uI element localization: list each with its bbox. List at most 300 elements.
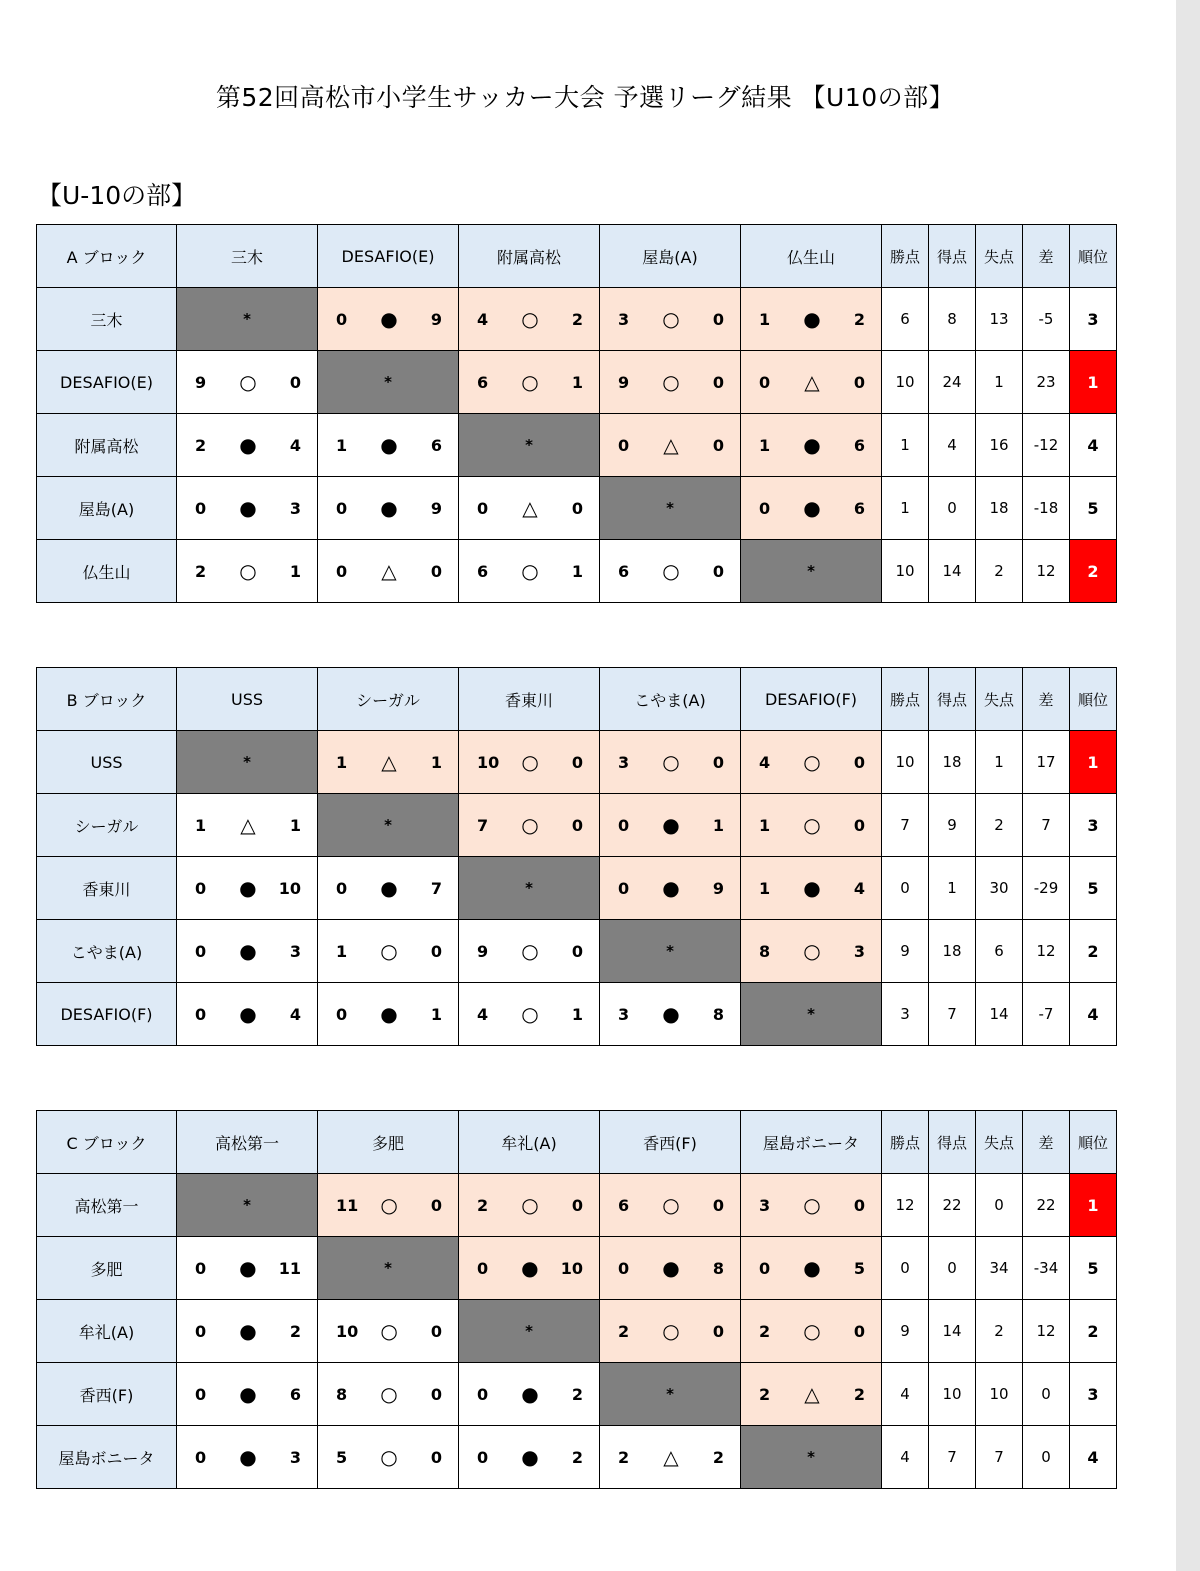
row-team-name: 多肥 xyxy=(37,1237,177,1300)
header-row xyxy=(37,225,1117,288)
goals-for: 10 xyxy=(477,752,500,772)
goals-against: 7 xyxy=(430,878,442,898)
points-cell: 4 xyxy=(882,1426,929,1489)
goals-against: 0 xyxy=(853,372,865,392)
goals-conceded-cell: 2 xyxy=(976,794,1023,857)
goals-scored-cell: 4 xyxy=(929,414,976,477)
result-mark: ● xyxy=(239,1445,257,1469)
row-team-name: 屋島(A) xyxy=(37,477,177,540)
goal-difference-cell: -34 xyxy=(1023,1237,1070,1300)
goals-for: 0 xyxy=(759,1258,771,1278)
goals-against: 0 xyxy=(430,1384,442,1404)
goals-conceded-cell: 18 xyxy=(976,477,1023,540)
points-cell: 1 xyxy=(882,477,929,540)
row-team-name: DESAFIO(F) xyxy=(37,983,177,1046)
goals-against: 0 xyxy=(571,815,583,835)
goals-for: 2 xyxy=(759,1321,771,1341)
stat-header: 勝点 xyxy=(882,668,929,731)
match-result-cell xyxy=(177,920,318,983)
match-result-cell xyxy=(318,1174,459,1237)
goals-against: 9 xyxy=(430,309,442,329)
table-row xyxy=(37,731,1117,794)
table-row xyxy=(37,1300,1117,1363)
goal-difference-cell: 12 xyxy=(1023,920,1070,983)
match-result-cell xyxy=(600,983,741,1046)
column-team-header: DESAFIO(E) xyxy=(318,225,459,288)
match-result-cell xyxy=(177,794,318,857)
goal-difference-cell: -18 xyxy=(1023,477,1070,540)
match-result-cell xyxy=(177,857,318,920)
goals-for: 1 xyxy=(759,309,771,329)
result-mark: ○ xyxy=(521,307,539,331)
goals-for: 0 xyxy=(336,309,348,329)
goals-conceded-cell: 6 xyxy=(976,920,1023,983)
match-result-cell xyxy=(600,1174,741,1237)
block-table xyxy=(36,667,1117,1046)
column-team-header: 三木 xyxy=(177,225,318,288)
stat-header: 得点 xyxy=(929,668,976,731)
result-mark: ○ xyxy=(803,939,821,963)
goal-difference-cell: 0 xyxy=(1023,1363,1070,1426)
result-mark: ● xyxy=(380,433,398,457)
match-result-cell xyxy=(318,983,459,1046)
match-result-cell xyxy=(459,351,600,414)
result-mark: ○ xyxy=(521,370,539,394)
stat-header: 失点 xyxy=(976,668,1023,731)
row-team-name: 高松第一 xyxy=(37,1174,177,1237)
match-result-cell xyxy=(741,288,882,351)
goals-for: 11 xyxy=(336,1195,359,1215)
rank-cell: 4 xyxy=(1070,414,1117,477)
result-mark: △ xyxy=(663,433,679,457)
goals-for: 2 xyxy=(759,1384,771,1404)
section-label: 【U-10の部】 xyxy=(37,181,197,210)
match-result-cell xyxy=(741,731,882,794)
points-cell: 4 xyxy=(882,1363,929,1426)
points-cell: 12 xyxy=(882,1174,929,1237)
match-result-cell xyxy=(459,1237,600,1300)
goal-difference-cell: -29 xyxy=(1023,857,1070,920)
goals-for: 0 xyxy=(618,435,630,455)
match-result-cell xyxy=(741,477,882,540)
goals-for: 2 xyxy=(195,561,207,581)
goals-against: 3 xyxy=(289,941,301,961)
goals-for: 4 xyxy=(477,309,489,329)
block-name: B ブロック xyxy=(37,668,177,731)
goals-for: 0 xyxy=(336,1004,348,1024)
goals-conceded-cell: 13 xyxy=(976,288,1023,351)
result-mark: ● xyxy=(803,433,821,457)
goals-for: 0 xyxy=(195,941,207,961)
goals-for: 1 xyxy=(759,815,771,835)
table-row xyxy=(37,540,1117,603)
self-match-cell: * xyxy=(177,1174,318,1237)
goals-conceded-cell: 10 xyxy=(976,1363,1023,1426)
goals-for: 4 xyxy=(477,1004,489,1024)
stat-header: 順位 xyxy=(1070,1111,1117,1174)
goals-for: 1 xyxy=(336,435,348,455)
match-result-cell xyxy=(177,1426,318,1489)
result-mark: ● xyxy=(803,876,821,900)
goals-against: 2 xyxy=(712,1447,724,1467)
goals-for: 0 xyxy=(477,1447,489,1467)
goals-against: 1 xyxy=(430,1004,442,1024)
header-row xyxy=(37,1111,1117,1174)
match-result-cell xyxy=(459,731,600,794)
match-result-cell xyxy=(459,477,600,540)
points-cell: 10 xyxy=(882,731,929,794)
goals-against: 2 xyxy=(571,1384,583,1404)
goals-scored-cell: 18 xyxy=(929,920,976,983)
goals-against: 2 xyxy=(571,309,583,329)
goals-against: 0 xyxy=(853,815,865,835)
column-team-header: シーガル xyxy=(318,668,459,731)
table-row xyxy=(37,351,1117,414)
result-mark: ○ xyxy=(662,559,680,583)
stat-header: 順位 xyxy=(1070,225,1117,288)
goals-for: 0 xyxy=(759,498,771,518)
goals-against: 11 xyxy=(278,1258,301,1278)
column-team-header: 附属高松 xyxy=(459,225,600,288)
self-match-cell: * xyxy=(600,920,741,983)
match-result-cell xyxy=(318,731,459,794)
goals-conceded-cell: 34 xyxy=(976,1237,1023,1300)
goals-for: 6 xyxy=(618,561,630,581)
goals-for: 2 xyxy=(477,1195,489,1215)
goal-difference-cell: -5 xyxy=(1023,288,1070,351)
table-row xyxy=(37,983,1117,1046)
goals-against: 4 xyxy=(289,435,301,455)
goals-against: 0 xyxy=(430,941,442,961)
match-result-cell xyxy=(459,920,600,983)
result-mark: ● xyxy=(521,1382,539,1406)
goals-conceded-cell: 2 xyxy=(976,540,1023,603)
match-result-cell xyxy=(177,1363,318,1426)
match-result-cell xyxy=(177,1237,318,1300)
self-match-cell: * xyxy=(600,477,741,540)
goals-against: 3 xyxy=(853,941,865,961)
goal-difference-cell: -7 xyxy=(1023,983,1070,1046)
goals-for: 0 xyxy=(477,1258,489,1278)
result-mark: ○ xyxy=(239,559,257,583)
result-mark: ○ xyxy=(521,813,539,837)
goals-against: 2 xyxy=(571,1447,583,1467)
rank-cell: 5 xyxy=(1070,857,1117,920)
stat-header: 得点 xyxy=(929,225,976,288)
result-mark: △ xyxy=(240,813,256,837)
goal-difference-cell: 23 xyxy=(1023,351,1070,414)
result-mark: ● xyxy=(521,1445,539,1469)
goals-for: 1 xyxy=(336,752,348,772)
goals-scored-cell: 9 xyxy=(929,794,976,857)
match-result-cell xyxy=(741,351,882,414)
result-mark: ○ xyxy=(521,1002,539,1026)
goals-against: 5 xyxy=(853,1258,865,1278)
table-row xyxy=(37,794,1117,857)
table-row xyxy=(37,414,1117,477)
goals-against: 10 xyxy=(560,1258,583,1278)
column-team-header: 屋島ボニータ xyxy=(741,1111,882,1174)
result-mark: ● xyxy=(662,1002,680,1026)
goals-against: 0 xyxy=(712,309,724,329)
row-team-name: こやま(A) xyxy=(37,920,177,983)
column-team-header: 屋島(A) xyxy=(600,225,741,288)
goals-against: 3 xyxy=(289,1447,301,1467)
result-mark: ● xyxy=(239,1256,257,1280)
result-mark: ● xyxy=(380,307,398,331)
result-mark: ● xyxy=(239,876,257,900)
goals-for: 0 xyxy=(336,878,348,898)
goals-for: 3 xyxy=(618,309,630,329)
rank-cell: 2 xyxy=(1070,1300,1117,1363)
result-mark: △ xyxy=(804,1382,820,1406)
block-table xyxy=(36,224,1117,603)
stat-header: 差 xyxy=(1023,225,1070,288)
stat-header: 失点 xyxy=(976,1111,1023,1174)
goals-for: 7 xyxy=(477,815,489,835)
self-match-cell: * xyxy=(741,540,882,603)
result-mark: ○ xyxy=(380,1193,398,1217)
match-result-cell xyxy=(459,794,600,857)
stat-header: 順位 xyxy=(1070,668,1117,731)
goals-for: 0 xyxy=(195,498,207,518)
result-mark: ○ xyxy=(521,1193,539,1217)
goals-against: 0 xyxy=(571,752,583,772)
match-result-cell xyxy=(459,1174,600,1237)
result-mark: ○ xyxy=(803,1319,821,1343)
goal-difference-cell: 12 xyxy=(1023,540,1070,603)
result-mark: ○ xyxy=(662,307,680,331)
rank-cell: 3 xyxy=(1070,1363,1117,1426)
goals-scored-cell: 0 xyxy=(929,477,976,540)
column-team-header: 香西(F) xyxy=(600,1111,741,1174)
goals-against: 0 xyxy=(712,561,724,581)
result-mark: ○ xyxy=(662,1319,680,1343)
goals-for: 5 xyxy=(336,1447,348,1467)
goals-for: 3 xyxy=(618,752,630,772)
match-result-cell xyxy=(459,1363,600,1426)
goals-for: 0 xyxy=(195,1447,207,1467)
goals-for: 0 xyxy=(477,498,489,518)
goals-conceded-cell: 0 xyxy=(976,1174,1023,1237)
match-result-cell xyxy=(318,477,459,540)
rank-cell: 1 xyxy=(1070,731,1117,794)
goals-against: 0 xyxy=(571,498,583,518)
result-mark: ● xyxy=(662,876,680,900)
points-cell: 3 xyxy=(882,983,929,1046)
goals-scored-cell: 18 xyxy=(929,731,976,794)
row-team-name: 屋島ボニータ xyxy=(37,1426,177,1489)
column-team-header: 牟礼(A) xyxy=(459,1111,600,1174)
match-result-cell xyxy=(600,1237,741,1300)
rank-cell: 1 xyxy=(1070,1174,1117,1237)
goals-against: 6 xyxy=(853,498,865,518)
points-cell: 1 xyxy=(882,414,929,477)
goals-against: 0 xyxy=(712,372,724,392)
goals-for: 6 xyxy=(618,1195,630,1215)
match-result-cell xyxy=(318,540,459,603)
match-result-cell xyxy=(459,540,600,603)
goals-against: 4 xyxy=(853,878,865,898)
match-result-cell xyxy=(600,794,741,857)
stat-header: 失点 xyxy=(976,225,1023,288)
self-match-cell: * xyxy=(318,351,459,414)
match-result-cell xyxy=(318,1363,459,1426)
table-row xyxy=(37,857,1117,920)
result-mark: △ xyxy=(663,1445,679,1469)
result-mark: △ xyxy=(804,370,820,394)
rank-cell: 3 xyxy=(1070,794,1117,857)
result-mark: ● xyxy=(803,307,821,331)
self-match-cell: * xyxy=(600,1363,741,1426)
table-row xyxy=(37,1426,1117,1489)
result-mark: ○ xyxy=(803,1193,821,1217)
match-result-cell xyxy=(177,1300,318,1363)
goals-against: 0 xyxy=(712,1195,724,1215)
row-team-name: 香東川 xyxy=(37,857,177,920)
match-result-cell xyxy=(600,731,741,794)
row-team-name: USS xyxy=(37,731,177,794)
goals-against: 0 xyxy=(853,752,865,772)
goals-for: 2 xyxy=(618,1321,630,1341)
stat-header: 勝点 xyxy=(882,225,929,288)
goals-conceded-cell: 14 xyxy=(976,983,1023,1046)
self-match-cell: * xyxy=(741,983,882,1046)
stat-header: 差 xyxy=(1023,1111,1070,1174)
match-result-cell xyxy=(177,351,318,414)
goals-conceded-cell: 30 xyxy=(976,857,1023,920)
row-team-name: DESAFIO(E) xyxy=(37,351,177,414)
result-mark: ● xyxy=(239,1319,257,1343)
goals-scored-cell: 10 xyxy=(929,1363,976,1426)
result-mark: ● xyxy=(239,496,257,520)
result-mark: ● xyxy=(803,496,821,520)
goal-difference-cell: 17 xyxy=(1023,731,1070,794)
goal-difference-cell: 0 xyxy=(1023,1426,1070,1489)
result-mark: ○ xyxy=(521,750,539,774)
goals-for: 0 xyxy=(195,1004,207,1024)
match-result-cell xyxy=(600,857,741,920)
match-result-cell xyxy=(741,414,882,477)
goals-scored-cell: 0 xyxy=(929,1237,976,1300)
match-result-cell xyxy=(600,351,741,414)
block-name: C ブロック xyxy=(37,1111,177,1174)
match-result-cell xyxy=(318,288,459,351)
goals-scored-cell: 8 xyxy=(929,288,976,351)
header-row xyxy=(37,668,1117,731)
goals-against: 8 xyxy=(712,1258,724,1278)
goals-against: 0 xyxy=(712,435,724,455)
self-match-cell: * xyxy=(459,414,600,477)
rank-cell: 5 xyxy=(1070,477,1117,540)
result-mark: ● xyxy=(239,1002,257,1026)
match-result-cell xyxy=(600,540,741,603)
rank-cell: 1 xyxy=(1070,351,1117,414)
table-row xyxy=(37,477,1117,540)
goals-for: 10 xyxy=(336,1321,359,1341)
goals-against: 1 xyxy=(712,815,724,835)
match-result-cell xyxy=(741,1237,882,1300)
result-mark: ○ xyxy=(521,559,539,583)
points-cell: 10 xyxy=(882,351,929,414)
goals-against: 0 xyxy=(430,1447,442,1467)
goals-for: 1 xyxy=(759,878,771,898)
table-row xyxy=(37,288,1117,351)
table-row xyxy=(37,1237,1117,1300)
row-team-name: 三木 xyxy=(37,288,177,351)
row-team-name: 仏生山 xyxy=(37,540,177,603)
goals-scored-cell: 7 xyxy=(929,1426,976,1489)
result-mark: ○ xyxy=(380,1445,398,1469)
match-result-cell xyxy=(741,1174,882,1237)
goals-for: 2 xyxy=(195,435,207,455)
goals-for: 0 xyxy=(618,1258,630,1278)
result-mark: ○ xyxy=(380,1382,398,1406)
rank-cell: 3 xyxy=(1070,288,1117,351)
goals-against: 0 xyxy=(571,1195,583,1215)
goal-difference-cell: 12 xyxy=(1023,1300,1070,1363)
column-team-header: こやま(A) xyxy=(600,668,741,731)
match-result-cell xyxy=(459,288,600,351)
goals-for: 0 xyxy=(195,1321,207,1341)
row-team-name: シーガル xyxy=(37,794,177,857)
goals-for: 0 xyxy=(477,1384,489,1404)
table-row xyxy=(37,1174,1117,1237)
goals-for: 6 xyxy=(477,372,489,392)
self-match-cell: * xyxy=(318,1237,459,1300)
goals-against: 1 xyxy=(571,372,583,392)
match-result-cell xyxy=(600,1300,741,1363)
goals-for: 0 xyxy=(195,878,207,898)
match-result-cell xyxy=(600,414,741,477)
match-result-cell xyxy=(177,983,318,1046)
match-result-cell xyxy=(741,794,882,857)
goals-for: 3 xyxy=(618,1004,630,1024)
self-match-cell: * xyxy=(177,288,318,351)
goals-for: 8 xyxy=(759,941,771,961)
self-match-cell: * xyxy=(318,794,459,857)
goals-against: 1 xyxy=(571,1004,583,1024)
result-mark: ● xyxy=(803,1256,821,1280)
result-mark: ● xyxy=(239,939,257,963)
result-mark: ● xyxy=(239,433,257,457)
goals-against: 9 xyxy=(430,498,442,518)
goals-against: 0 xyxy=(853,1195,865,1215)
goals-for: 3 xyxy=(759,1195,771,1215)
row-team-name: 牟礼(A) xyxy=(37,1300,177,1363)
result-mark: ● xyxy=(521,1256,539,1280)
stat-header: 勝点 xyxy=(882,1111,929,1174)
goals-against: 9 xyxy=(712,878,724,898)
column-team-header: 香東川 xyxy=(459,668,600,731)
row-team-name: 附属高松 xyxy=(37,414,177,477)
match-result-cell xyxy=(318,1426,459,1489)
goals-against: 0 xyxy=(289,372,301,392)
column-team-header: DESAFIO(F) xyxy=(741,668,882,731)
block-name: A ブロック xyxy=(37,225,177,288)
match-result-cell xyxy=(741,1300,882,1363)
rank-cell: 2 xyxy=(1070,920,1117,983)
goals-for: 9 xyxy=(195,372,207,392)
block-table xyxy=(36,1110,1117,1489)
result-mark: ○ xyxy=(662,1193,680,1217)
goals-against: 0 xyxy=(571,941,583,961)
column-team-header: 高松第一 xyxy=(177,1111,318,1174)
rank-cell: 4 xyxy=(1070,1426,1117,1489)
goals-against: 1 xyxy=(289,561,301,581)
result-mark: △ xyxy=(381,750,397,774)
goals-conceded-cell: 7 xyxy=(976,1426,1023,1489)
